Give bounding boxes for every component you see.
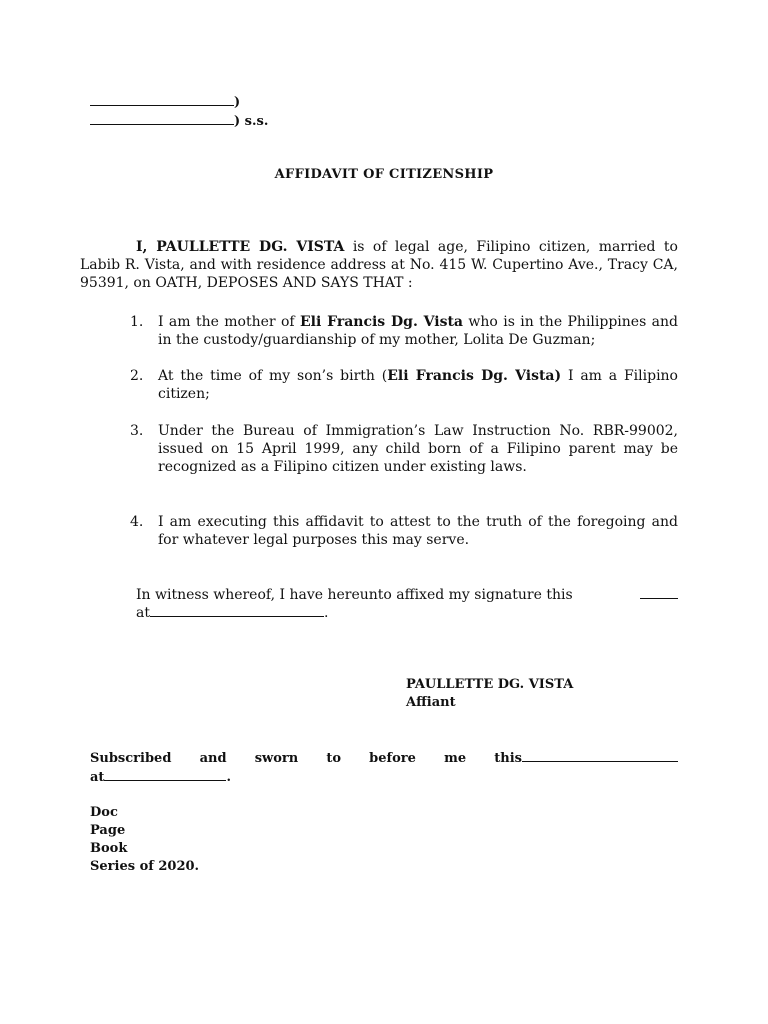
- item-number: 4.: [130, 514, 144, 530]
- witness-at: at: [136, 605, 150, 621]
- venue-blank-2: [90, 112, 234, 125]
- list-item-3: [130, 422, 678, 476]
- list-item-1: [130, 313, 678, 349]
- document-title: AFFIDAVIT OF CITIZENSHIP: [274, 167, 494, 182]
- witness-period: .: [323, 605, 329, 621]
- jurat-period: .: [226, 770, 231, 785]
- jurat-line-2: [90, 768, 678, 787]
- item-text-bold: Eli Francis Dg. Vista): [387, 368, 562, 384]
- date-blank: [640, 586, 678, 599]
- venue-blank-1: [90, 93, 234, 106]
- jurat-date-blank: [522, 749, 678, 762]
- jurat-block: [90, 749, 678, 787]
- witness-line-2: [136, 604, 678, 622]
- jurat-word: sworn: [254, 751, 299, 766]
- jurat-this-group: [494, 749, 678, 768]
- jurat-word: before: [369, 751, 416, 766]
- item-text: Under the Bureau of Immigration’s Law Instruction No. RBR-99002, issued on 15 April 1999, any child born of a Filipino parent may be recognized as a Filipino citizen under existing laws.: [158, 423, 678, 475]
- item-text-post: who is in the Philippines and in the custody/guardianship of my mother, Lolita De Guzman;: [158, 314, 678, 348]
- jurat-place-blank: [104, 768, 226, 781]
- intro-paragraph: [80, 238, 678, 292]
- venue-ss: ) s.s.: [234, 114, 269, 129]
- jurat-word: Subscribed: [90, 751, 172, 766]
- place-blank: [150, 604, 324, 617]
- witness-line-1: [136, 586, 678, 604]
- intro-text: is of legal age, Filipino citizen, married to Labib R. Vista, and with residence address at No. 415 W. Cupertino Ave., Tracy CA, 95391, on OATH, DEPOSES AND SAYS THAT :: [80, 239, 678, 291]
- witness-text: In witness whereof, I have hereunto affixed my signature this: [136, 587, 573, 603]
- jurat-word: to: [326, 751, 342, 766]
- affiant-name-intro: I, PAULLETTE DG. VISTA: [136, 239, 345, 255]
- item-text: I am executing this affidavit to attest to the truth of the foregoing and for whatever legal purposes this may serve.: [158, 514, 678, 548]
- jurat-at: at: [90, 770, 105, 785]
- venue-line-2: [90, 112, 268, 131]
- item-number: 2.: [130, 368, 144, 384]
- list-item-2: [130, 367, 678, 403]
- venue-line-1: [90, 93, 268, 112]
- item-text-bold: Eli Francis Dg. Vista: [300, 314, 463, 330]
- jurat-word: and: [199, 751, 227, 766]
- witness-paragraph: [136, 586, 678, 622]
- note-doc: Doc: [90, 805, 118, 820]
- item-text-pre: I am the mother of: [158, 314, 301, 330]
- note-page: Page: [90, 823, 126, 838]
- item-text: [158, 313, 678, 349]
- affiant-role: Affiant: [406, 695, 456, 710]
- jurat-word: me: [444, 751, 467, 766]
- notarial-notes: [90, 804, 199, 876]
- item-number: 1.: [130, 314, 144, 330]
- venue-block: [90, 93, 268, 131]
- note-book: Book: [90, 841, 128, 856]
- affiant-name: PAULLETTE DG. VISTA: [406, 677, 574, 692]
- jurat-word: this: [494, 751, 522, 766]
- jurat-line-1: [90, 749, 678, 768]
- item-text: [158, 367, 678, 403]
- note-series: Series of 2020.: [90, 859, 200, 874]
- affiant-block: [406, 676, 573, 712]
- item-text-post: I am a Filipino citizen;: [158, 368, 678, 402]
- item-text-pre: At the time of my son’s birth (: [158, 368, 388, 384]
- venue-paren-1: ): [234, 95, 241, 110]
- list-item-4: [130, 513, 678, 549]
- item-number: 3.: [130, 423, 144, 439]
